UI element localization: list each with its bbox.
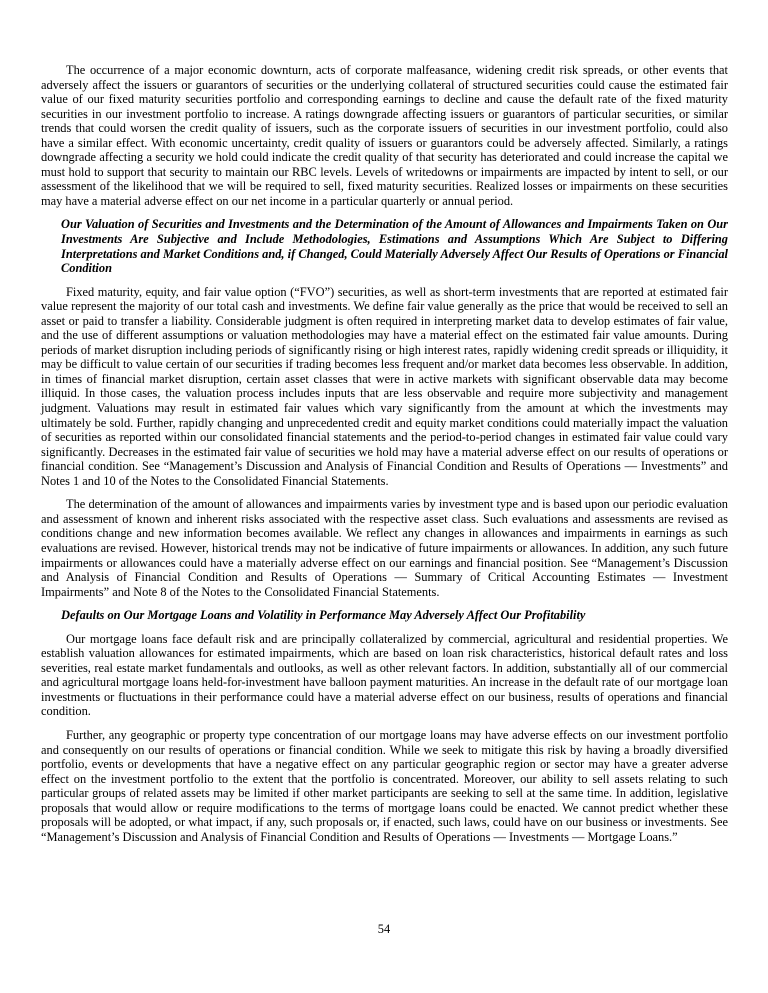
paragraph-allowances-and-impairments: The determination of the amount of allowances and impairments varies by investment type and is based upon our periodic evaluation and assessment of known and inherent risks associated with the respective asset class. Such evaluations and assessments are revised as conditions change and new information becomes available. We reflect any changes in allowances and impairments in earnings as such evaluations are revised. However, historical trends may not be indicative of future impairments or allowances. In addition, any such future impairments or allowances could have a materially adverse effect on our earnings and financial position. See “Management’s Discussion and Analysis of Financial Condition and Results of Operations — Summary of Critical Accounting Estimates — Investment Impairments” and Note 8 of the Notes to the Consolidated Financial Statements. [41,497,728,599]
paragraph-mortgage-default-risk: Our mortgage loans face default risk and are principally collateralized by commercial, agricultural and residential properties. We establish valuation allowances for estimated impairments, which are based on loan risk characteristics, historical default rates and loss severities, real estate market fundamentals and outlooks, as well as other relevant factors. In addition, substantially all of our commercial and agricultural mortgage loans held-for-investment have balloon payment maturities. An increase in the default rate of our mortgage loan investments or fluctuations in their performance could have a material adverse effect on our business, results of operations and financial condition. [41,631,728,719]
page-number: 54 [377,922,391,936]
heading-mortgage-loan-defaults: Defaults on Our Mortgage Loans and Volatility in Performance May Adversely Affect Our Profitability [61,608,586,623]
paragraph-fair-value-measurement: Fixed maturity, equity, and fair value option (“FVO”) securities, as well as short-term investments that are reported at estimated fair value represent the majority of our total cash and investments. We define fair value generally as the price that would be received to sell an asset or paid to transfer a liability. Considerable judgment is often required in interpreting market data to develop estimates of fair value, and the use of different assumptions or valuation methodologies may have a material effect on the estimated fair value amounts. During periods of market disruption including periods of significantly rising or high interest rates, rapidly widening credit spreads or illiquidity, it may be difficult to value certain of our securities if trading becomes less frequent and/or market data becomes less observable. In addition, in times of financial market disruption, certain asset classes that were in active markets with significant observable data may become illiquid. In those cases, the valuation process includes inputs that are less observable and require more subjectivity and management judgment. Valuations may result in estimated fair values which vary significantly from the amount at which the investments may ultimately be sold. Further, rapidly changing and unprecedented credit and equity market conditions could materially impact the valuation of securities as reported within our consolidated financial statements and the period-to-period changes in estimated fair value could vary significantly. Decreases in the estimated fair value of securities we hold may have a material adverse effect on our results of operations or financial condition. See “Management’s Discussion and Analysis of Financial Condition and Results of Operations — Investments” and Notes 1 and 10 of the Notes to the Consolidated Financial Statements. [41,284,728,488]
heading-valuation-of-securities: Our Valuation of Securities and Investments and the Determination of the Amount of Allowances and Impairments Taken on Our Investments Are Subjective and Include Methodologies, Estimations and Assumptions Which Are Subject to Differing Interpretations and Market Conditions and, if Changed, Could Materially Adversely Affect Our Results of Operations or Financial Condition [61,217,728,276]
page-content [41,63,728,853]
paragraph-economic-downturn-risk: The occurrence of a major economic downturn, acts of corporate malfeasance, widening credit risk spreads, or other events that adversely affect the issuers or guarantors of securities or the underlying collateral of structured securities could cause the estimated fair value of our fixed maturity securities portfolio and corresponding earnings to decline and cause the default rate of the fixed maturity securities in our investment portfolio to increase. A ratings downgrade affecting issuers or guarantors of particular securities, or similar trends that could worsen the credit quality of issuers, such as the corporate issuers of securities in our investment portfolio, could also have a similar effect. With economic uncertainty, credit quality of issuers or guarantors could be adversely affected. Similarly, a ratings downgrade affecting a security we hold could indicate the credit quality of that security has deteriorated and could increase the capital we must hold to support that security to maintain our RBC levels. Levels of writedowns or impairments are impacted by intent to sell, or our assessment of the likelihood that we will be required to sell, fixed maturity securities. Realized losses or impairments on these securities may have a material adverse effect on our net income in a particular quarterly or annual period. [41,63,728,208]
paragraph-geographic-concentration-risk: Further, any geographic or property type concentration of our mortgage loans may have adverse effects on our investment portfolio and consequently on our results of operations or financial condition. While we seek to mitigate this risk by having a broadly diversified portfolio, events or developments that have a negative effect on any particular geographic region or sector may have a greater adverse effect on the investment portfolio to the extent that the portfolio is concentrated. Moreover, our ability to sell assets relating to such particular groups of related assets may be limited if other market participants are seeking to sell at the same time. In addition, legislative proposals that would allow or require modifications to the terms of mortgage loans could be enacted. We cannot predict whether these proposals will be adopted, or what impact, if any, such proposals or, if enacted, such laws, could have on our business or investments. See “Management’s Discussion and Analysis of Financial Condition and Results of Operations — Investments — Mortgage Loans.” [41,727,728,844]
